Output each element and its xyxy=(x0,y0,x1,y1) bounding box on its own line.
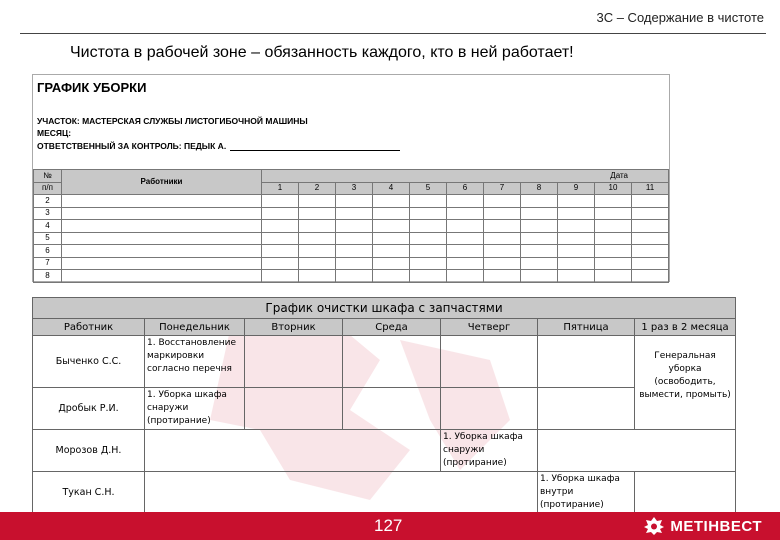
cabinet-row xyxy=(33,430,736,472)
day-cell[interactable] xyxy=(373,207,410,220)
cabinet-row xyxy=(33,388,736,430)
day-cell[interactable] xyxy=(484,207,521,220)
day-cell[interactable] xyxy=(336,257,373,270)
worker-name: Тукан С.Н. xyxy=(33,472,145,514)
schedule-row xyxy=(34,257,669,270)
day-cell[interactable] xyxy=(410,195,447,208)
day-column-header: 3 xyxy=(336,182,373,195)
day-cell[interactable] xyxy=(595,232,632,245)
day-cell[interactable] xyxy=(262,220,299,233)
schedule-title: ГРАФИК УБОРКИ xyxy=(37,80,147,95)
cabinet-col-wednesday: Среда xyxy=(343,319,441,336)
worker-cell[interactable] xyxy=(62,195,262,208)
metinvest-gear-icon xyxy=(644,517,664,535)
day-cell[interactable] xyxy=(484,232,521,245)
task-empty xyxy=(145,430,441,472)
day-cell[interactable] xyxy=(410,257,447,270)
day-cell[interactable] xyxy=(336,245,373,258)
day-cell[interactable] xyxy=(521,270,558,283)
metinvest-logo xyxy=(644,517,762,535)
task-thursday xyxy=(441,336,538,388)
day-cell[interactable] xyxy=(558,257,595,270)
day-column-header: 6 xyxy=(447,182,484,195)
day-cell[interactable] xyxy=(632,245,669,258)
day-cell[interactable] xyxy=(558,270,595,283)
cabinet-col-bimonthly: 1 раз в 2 месяца xyxy=(635,319,736,336)
signature-line[interactable] xyxy=(230,150,400,151)
row-number: 4 xyxy=(34,220,62,233)
day-cell[interactable] xyxy=(447,257,484,270)
logo-text: МЕТІНВЕСТ xyxy=(670,517,762,535)
row-number: 6 xyxy=(34,245,62,258)
day-column-header: 4 xyxy=(373,182,410,195)
day-cell[interactable] xyxy=(595,257,632,270)
day-cell[interactable] xyxy=(299,257,336,270)
day-cell[interactable] xyxy=(521,195,558,208)
task-friday xyxy=(538,336,635,388)
day-cell[interactable] xyxy=(521,220,558,233)
day-cell[interactable] xyxy=(595,270,632,283)
day-cell[interactable] xyxy=(262,207,299,220)
day-cell[interactable] xyxy=(410,270,447,283)
task-monday: 1. Уборка шкафа снаружи (протирание) xyxy=(145,388,245,430)
day-column-header: 5 xyxy=(410,182,447,195)
day-cell[interactable] xyxy=(299,207,336,220)
worker-cell[interactable] xyxy=(62,232,262,245)
schedule-section: УЧАСТОК: МАСТЕРСКАЯ СЛУЖБЫ ЛИСТОГИБОЧНОЙ МАШИНЫ xyxy=(37,116,308,126)
worker-cell[interactable] xyxy=(62,245,262,258)
task-monday: 1. Восстановление маркировки согласно перечня xyxy=(145,336,245,388)
schedule-row xyxy=(34,195,669,208)
col-date: Дата xyxy=(262,170,669,183)
day-cell[interactable] xyxy=(632,195,669,208)
day-cell[interactable] xyxy=(558,232,595,245)
schedule-header-row-1 xyxy=(34,170,669,183)
day-cell[interactable] xyxy=(632,270,669,283)
day-column-header: 1 xyxy=(262,182,299,195)
worker-name: Быченко С.С. xyxy=(33,336,145,388)
day-cell[interactable] xyxy=(447,220,484,233)
day-column-header: 11 xyxy=(632,182,669,195)
col-no: № xyxy=(34,170,62,183)
day-cell[interactable] xyxy=(410,207,447,220)
day-cell[interactable] xyxy=(410,220,447,233)
worker-cell[interactable] xyxy=(62,270,262,283)
day-cell[interactable] xyxy=(373,195,410,208)
day-cell[interactable] xyxy=(373,220,410,233)
day-cell[interactable] xyxy=(521,245,558,258)
day-cell[interactable] xyxy=(336,207,373,220)
day-cell[interactable] xyxy=(410,232,447,245)
cabinet-col-tuesday: Вторник xyxy=(245,319,343,336)
day-cell[interactable] xyxy=(558,220,595,233)
schedule-responsible: ОТВЕТСТВЕННЫЙ ЗА КОНТРОЛЬ: ПЕДЫК А. xyxy=(37,141,227,151)
day-cell[interactable] xyxy=(299,270,336,283)
row-number: 2 xyxy=(34,195,62,208)
day-cell[interactable] xyxy=(336,195,373,208)
cabinet-row xyxy=(33,472,736,514)
page-number: 127 xyxy=(374,516,403,535)
worker-cell[interactable] xyxy=(62,207,262,220)
task-friday: 1. Уборка шкафа внутри (протирание) xyxy=(538,472,635,514)
day-cell[interactable] xyxy=(262,245,299,258)
day-cell[interactable] xyxy=(558,195,595,208)
day-cell[interactable] xyxy=(595,220,632,233)
day-cell[interactable] xyxy=(336,232,373,245)
day-column-header: 9 xyxy=(558,182,595,195)
day-cell[interactable] xyxy=(447,207,484,220)
schedule-row xyxy=(34,220,669,233)
worker-name: Дробык Р.И. xyxy=(33,388,145,430)
day-cell[interactable] xyxy=(336,270,373,283)
schedule-row xyxy=(34,245,669,258)
day-cell[interactable] xyxy=(632,257,669,270)
col-workers: Работники xyxy=(62,170,262,195)
day-cell[interactable] xyxy=(484,257,521,270)
day-cell[interactable] xyxy=(595,195,632,208)
cabinet-table xyxy=(32,297,736,514)
row-number: 5 xyxy=(34,232,62,245)
cleaning-schedule xyxy=(32,74,670,282)
cabinet-schedule xyxy=(32,297,735,510)
day-cell[interactable] xyxy=(373,232,410,245)
worker-name: Морозов Д.Н. xyxy=(33,430,145,472)
day-cell[interactable] xyxy=(410,245,447,258)
schedule-month: МЕСЯЦ: xyxy=(37,128,72,138)
task-empty xyxy=(538,430,736,472)
day-cell[interactable] xyxy=(299,232,336,245)
task-friday xyxy=(538,388,635,430)
worker-cell[interactable] xyxy=(62,220,262,233)
day-cell[interactable] xyxy=(484,195,521,208)
day-cell[interactable] xyxy=(632,232,669,245)
day-cell[interactable] xyxy=(373,257,410,270)
task-empty xyxy=(635,472,736,514)
schedule-row xyxy=(34,207,669,220)
task-tuesday xyxy=(245,336,343,388)
day-cell[interactable] xyxy=(595,245,632,258)
cabinet-col-worker: Работник xyxy=(33,319,145,336)
day-cell[interactable] xyxy=(262,232,299,245)
cabinet-col-monday: Понедельник xyxy=(145,319,245,336)
slogan: Чистота в рабочей зоне – обязанность каждого, кто в ней работает! xyxy=(70,44,574,61)
day-column-header: 2 xyxy=(299,182,336,195)
day-cell[interactable] xyxy=(373,245,410,258)
header-title: 3C – Содержание в чистоте xyxy=(596,10,764,25)
task-wednesday xyxy=(343,336,441,388)
day-cell[interactable] xyxy=(521,207,558,220)
schedule-grid xyxy=(33,169,669,283)
day-cell[interactable] xyxy=(262,195,299,208)
day-cell[interactable] xyxy=(521,257,558,270)
task-empty xyxy=(145,472,538,514)
day-cell[interactable] xyxy=(484,220,521,233)
schedule-row xyxy=(34,270,669,283)
day-cell[interactable] xyxy=(299,245,336,258)
schedule-row xyxy=(34,232,669,245)
task-wednesday xyxy=(343,388,441,430)
day-cell[interactable] xyxy=(299,220,336,233)
day-cell[interactable] xyxy=(336,220,373,233)
day-cell[interactable] xyxy=(447,245,484,258)
cabinet-row xyxy=(33,336,736,388)
task-tuesday xyxy=(245,388,343,430)
row-number: 8 xyxy=(34,270,62,283)
cabinet-header-row xyxy=(33,319,736,336)
day-cell[interactable] xyxy=(262,270,299,283)
row-number: 3 xyxy=(34,207,62,220)
cabinet-col-friday: Пятница xyxy=(538,319,635,336)
day-cell[interactable] xyxy=(558,207,595,220)
day-cell[interactable] xyxy=(262,257,299,270)
day-cell[interactable] xyxy=(299,195,336,208)
cabinet-col-thursday: Четверг xyxy=(441,319,538,336)
day-cell[interactable] xyxy=(447,195,484,208)
day-column-header: 7 xyxy=(484,182,521,195)
header-rule xyxy=(20,33,766,34)
task-bimonthly: Генеральная уборка (освободить, вымести, промыть) xyxy=(635,336,736,430)
schedule-responsible-row xyxy=(37,141,400,151)
task-thursday: 1. Уборка шкафа снаружи (протирание) xyxy=(441,430,538,472)
day-cell[interactable] xyxy=(447,232,484,245)
row-number: 7 xyxy=(34,257,62,270)
task-thursday xyxy=(441,388,538,430)
day-cell[interactable] xyxy=(595,207,632,220)
day-cell[interactable] xyxy=(632,207,669,220)
day-column-header: 8 xyxy=(521,182,558,195)
cabinet-title: График очистки шкафа с запчастями xyxy=(33,298,736,319)
day-cell[interactable] xyxy=(447,270,484,283)
worker-cell[interactable] xyxy=(62,257,262,270)
day-cell[interactable] xyxy=(484,270,521,283)
day-cell[interactable] xyxy=(373,270,410,283)
day-cell[interactable] xyxy=(632,220,669,233)
day-cell[interactable] xyxy=(521,232,558,245)
day-cell[interactable] xyxy=(484,245,521,258)
day-column-header: 10 xyxy=(595,182,632,195)
day-cell[interactable] xyxy=(558,245,595,258)
footer-bar xyxy=(0,512,780,540)
col-pp: п/п xyxy=(34,182,62,195)
